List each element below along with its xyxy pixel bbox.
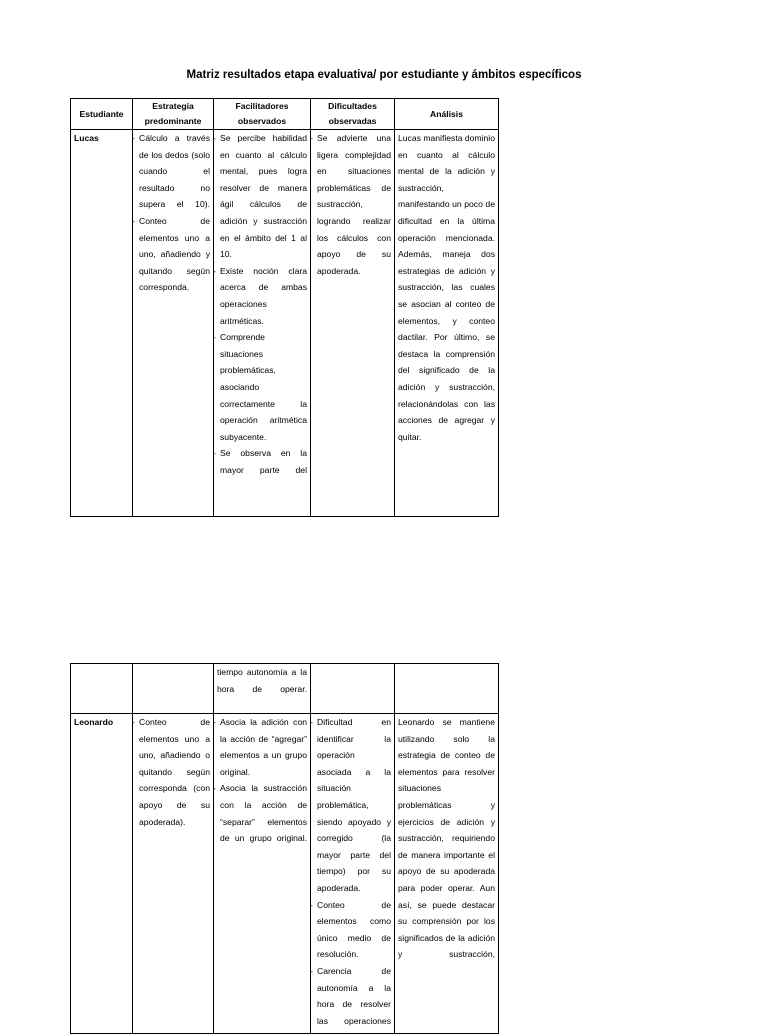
list-item: - Se advierte una ligera complejidad en situaciones problemáticas de sustracción, logrando realizar los cálculos con apoyo de su apoderada. [314,130,391,279]
list-item: - Dificultad en identificar la operación asociada a la situación problemática, siendo apoyado y corregido (la mayor parte del tiempo) por su apoderada. [314,714,391,897]
empty-cell [311,664,395,714]
dificultades-cell [311,130,395,517]
table-row-lucas [71,130,499,517]
empty-cell [133,664,214,714]
page-title: Matriz resultados etapa evaluativa/ por estudiante y ámbitos específicos [186,69,582,81]
list-item: - Conteo de elementos uno a uno, añadiendo y quitando según corresponda. [136,213,210,296]
header-dificultades: Dificultades observadas [311,99,395,130]
list-item: - Se observa en la mayor parte del [217,445,307,478]
list-item: - Carencia de autonomía a la hora de resolver las operaciones [314,963,391,1029]
estrategia-cell [133,130,214,517]
list-item: - Comprende situaciones problemáticas, asociando correctamente la operación aritmética subyacente. [217,329,307,445]
paragraph: Además, maneja dos estrategias de adición y sustracción, las cuales se asocian al conteo de elementos, y conteo dactilar. Por último, se destaca la comprensión del significado de la adición y sustracción, relacionándolas con las acciones de agregar y quitar. [398,249,495,442]
list-item: - Asocia la adición con la acción de “agregar” elementos a un grupo original. [217,714,307,780]
paragraph: Lucas manifiesta dominio en cuanto al cálculo mental de la adición y sustracción, manifestando un poco de dificultad en la última operación mencionada. [398,133,495,243]
continuation-cell: tiempo autonomía a la hora de operar. [214,664,311,714]
header-analisis: Análisis [395,99,499,130]
results-matrix-table-page-2 [70,663,499,1034]
analisis-cell [395,130,499,517]
dificultades-cell [311,714,395,1034]
student-name [71,664,133,714]
analisis-cell [395,714,499,1034]
student-name: Lucas [71,130,133,517]
list-item: - Cálculo a través de los dedos (solo cuando el resultado no supera el 10). [136,130,210,213]
facilitadores-cell [214,714,311,1034]
table-row-leonardo [71,714,499,1034]
list-item: - Se percibe habilidad en cuanto al cálculo mental, pues logra resolver de manera ágil cálculos de adición y sustracción en el ámbito del 1 al 10. [217,130,307,263]
list-item: - Asocia la sustracción con la acción de “separar” elementos de un grupo original. [217,780,307,846]
list-item: - Conteo de elementos uno a uno, añadiendo o quitando según corresponda (con apoyo de su apoderada). [136,714,210,830]
estrategia-cell [133,714,214,1034]
list-item: - Conteo de elementos como único medio de resolución. [314,897,391,963]
header-estrategia: Estrategia predominante [133,99,214,130]
facilitadores-cell [214,130,311,517]
student-name: Leonardo [71,714,133,1034]
table-header-row [71,99,499,130]
table-row-continuation [71,664,499,714]
header-estudiante: Estudiante [71,99,133,130]
paragraph: Leonardo se mantiene utilizando solo la estrategia de conteo de elementos para resolver situaciones problemáticas y ejercicios de adición y sustracción, requiriendo de manera importante el apoyo de su apoderada para poder operar. Aun así, se puede destacar su comprensión por los significados de la adición y sustracción, [398,717,495,960]
empty-cell [395,664,499,714]
header-facilitadores: Facilitadores observados [214,99,311,130]
results-matrix-table-page-1 [70,98,499,517]
list-item: - Existe noción clara acerca de ambas operaciones aritméticas. [217,263,307,329]
